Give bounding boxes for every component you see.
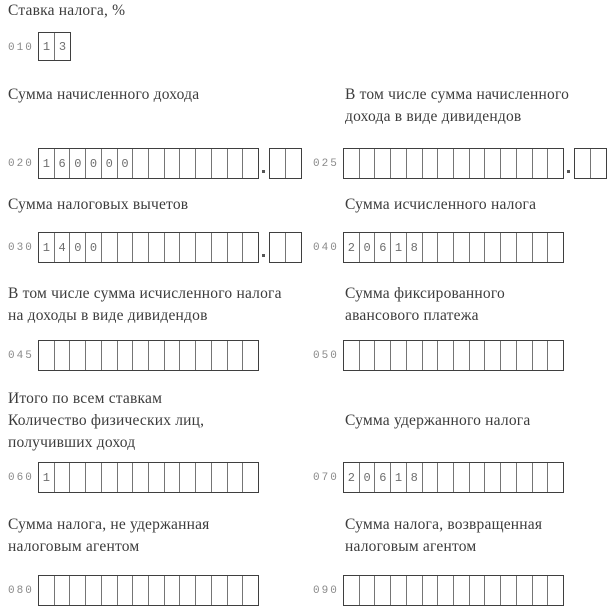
digit-cell[interactable]: 6 xyxy=(375,233,391,262)
field-040-box[interactable] xyxy=(343,232,564,263)
digit-cell[interactable] xyxy=(55,576,71,605)
digit-cell[interactable] xyxy=(360,149,376,178)
digit-cell[interactable] xyxy=(591,149,606,178)
field-code-040: 040 xyxy=(313,242,339,254)
label-calc-tax: Сумма исчисленного налога xyxy=(345,196,537,213)
label-deductions: Сумма налоговых вычетов xyxy=(8,196,189,213)
digit-cell[interactable] xyxy=(165,576,181,605)
digit-cell[interactable] xyxy=(270,149,286,178)
digit-cell[interactable]: 1 xyxy=(39,33,55,60)
digit-cell[interactable]: 0 xyxy=(70,233,86,262)
digit-cell[interactable] xyxy=(149,233,165,262)
digit-cell[interactable] xyxy=(228,463,244,492)
digit-cell[interactable] xyxy=(180,149,196,178)
digit-cell[interactable]: 0 xyxy=(102,149,118,178)
label-total-1: Итого по всем ставкам xyxy=(8,390,163,407)
digit-cell[interactable] xyxy=(533,149,549,178)
digit-cell[interactable] xyxy=(228,576,244,605)
digit-cell[interactable] xyxy=(485,341,501,370)
digit-cell[interactable] xyxy=(517,149,533,178)
digit-cell[interactable]: 0 xyxy=(86,233,102,262)
field-060-box[interactable] xyxy=(38,462,259,493)
field-code-060: 060 xyxy=(8,472,34,484)
digit-cell[interactable] xyxy=(102,233,118,262)
field-code-080: 080 xyxy=(8,585,34,597)
digit-cell[interactable] xyxy=(344,341,360,370)
digit-cell[interactable] xyxy=(149,149,165,178)
digit-cell[interactable]: 6 xyxy=(375,463,391,492)
digit-cell[interactable] xyxy=(180,463,196,492)
digit-cell[interactable] xyxy=(517,341,533,370)
digit-cell[interactable] xyxy=(165,463,181,492)
digit-cell[interactable] xyxy=(360,341,376,370)
digit-cell[interactable] xyxy=(149,463,165,492)
digit-cell[interactable]: 4 xyxy=(55,233,71,262)
digit-cell[interactable] xyxy=(196,233,212,262)
digit-cell[interactable] xyxy=(454,149,470,178)
digit-cell[interactable]: 1 xyxy=(39,149,55,178)
digit-cell[interactable]: 0 xyxy=(360,463,376,492)
field-code-010: 010 xyxy=(8,42,34,54)
digit-cell[interactable] xyxy=(86,576,102,605)
digit-cell[interactable] xyxy=(118,576,134,605)
digit-cell[interactable] xyxy=(70,463,86,492)
digit-cell[interactable]: 0 xyxy=(70,149,86,178)
digit-cell[interactable] xyxy=(548,341,563,370)
digit-cell[interactable] xyxy=(133,149,149,178)
digit-cell[interactable] xyxy=(270,233,286,262)
digit-cell[interactable] xyxy=(423,463,439,492)
digit-cell[interactable] xyxy=(501,463,517,492)
digit-cell[interactable] xyxy=(391,149,407,178)
digit-cell[interactable] xyxy=(344,149,360,178)
digit-cell[interactable] xyxy=(375,576,391,605)
digit-cell[interactable]: 1 xyxy=(391,463,407,492)
digit-cell[interactable]: 0 xyxy=(118,149,134,178)
digit-cell[interactable] xyxy=(454,576,470,605)
digit-cell[interactable] xyxy=(243,576,258,605)
field-045-box[interactable] xyxy=(38,340,259,371)
field-030-kopecks-box[interactable] xyxy=(269,232,302,263)
label-withheld: Сумма удержанного налога xyxy=(345,412,531,429)
digit-cell[interactable] xyxy=(86,341,102,370)
decimal-separator xyxy=(262,170,265,173)
digit-cell[interactable] xyxy=(517,463,533,492)
digit-cell[interactable] xyxy=(454,341,470,370)
digit-cell[interactable] xyxy=(228,341,244,370)
digit-cell[interactable] xyxy=(470,149,486,178)
digit-cell[interactable] xyxy=(165,149,181,178)
digit-cell[interactable] xyxy=(391,341,407,370)
digit-cell[interactable] xyxy=(501,149,517,178)
digit-cell[interactable] xyxy=(470,233,486,262)
label-total-3: получивших доход xyxy=(8,434,136,451)
digit-cell[interactable] xyxy=(286,233,301,262)
digit-cell[interactable] xyxy=(470,463,486,492)
digit-cell[interactable]: 8 xyxy=(407,463,423,492)
digit-cell[interactable] xyxy=(149,576,165,605)
field-020-kopecks-box[interactable] xyxy=(269,148,302,179)
digit-cell[interactable] xyxy=(438,341,454,370)
digit-cell[interactable] xyxy=(533,576,549,605)
digit-cell[interactable] xyxy=(548,233,563,262)
digit-cell[interactable] xyxy=(407,341,423,370)
digit-cell[interactable]: 0 xyxy=(360,233,376,262)
digit-cell[interactable] xyxy=(212,463,228,492)
digit-cell[interactable] xyxy=(39,341,55,370)
digit-cell[interactable] xyxy=(344,576,360,605)
digit-cell[interactable] xyxy=(548,576,563,605)
digit-cell[interactable] xyxy=(548,149,563,178)
digit-cell[interactable] xyxy=(438,149,454,178)
decimal-separator xyxy=(262,254,265,257)
digit-cell[interactable]: 0 xyxy=(86,149,102,178)
digit-cell[interactable]: 2 xyxy=(344,233,360,262)
digit-cell[interactable] xyxy=(165,341,181,370)
digit-cell[interactable] xyxy=(438,233,454,262)
label-returned-2: налоговым агентом xyxy=(345,538,477,555)
field-code-045: 045 xyxy=(8,350,34,362)
digit-cell[interactable] xyxy=(133,233,149,262)
digit-cell[interactable] xyxy=(485,149,501,178)
digit-cell[interactable] xyxy=(501,341,517,370)
field-020-rubles-box[interactable] xyxy=(38,148,259,179)
digit-cell[interactable] xyxy=(180,576,196,605)
label-returned-1: Сумма налога, возвращенная xyxy=(345,516,543,533)
label-not-withheld-2: налоговым агентом xyxy=(8,538,140,555)
digit-cell[interactable] xyxy=(423,576,439,605)
digit-cell[interactable] xyxy=(438,576,454,605)
digit-cell[interactable] xyxy=(86,463,102,492)
digit-cell[interactable] xyxy=(149,341,165,370)
digit-cell[interactable] xyxy=(360,576,376,605)
digit-cell[interactable] xyxy=(180,341,196,370)
field-080-box[interactable] xyxy=(38,575,259,606)
digit-cell[interactable] xyxy=(485,576,501,605)
digit-cell[interactable] xyxy=(485,463,501,492)
digit-cell[interactable]: 3 xyxy=(58,39,67,54)
label-calc-tax-div-1: В том числе сумма исчисленного налога xyxy=(8,285,282,302)
digit-cell[interactable] xyxy=(517,576,533,605)
field-030-rubles-box[interactable] xyxy=(38,232,259,263)
digit-cell[interactable] xyxy=(517,233,533,262)
digit-cell[interactable] xyxy=(286,149,301,178)
digit-cell[interactable] xyxy=(228,149,244,178)
digit-cell[interactable] xyxy=(501,576,517,605)
label-tax-rate: Ставка налога, % xyxy=(8,2,126,19)
digit-cell[interactable]: 8 xyxy=(407,233,423,262)
digit-cell[interactable] xyxy=(423,149,439,178)
digit-cell[interactable] xyxy=(196,149,212,178)
digit-cell[interactable] xyxy=(118,463,134,492)
digit-cell[interactable] xyxy=(470,576,486,605)
digit-cell[interactable] xyxy=(118,233,134,262)
digit-cell[interactable] xyxy=(196,576,212,605)
digit-cell[interactable] xyxy=(391,576,407,605)
digit-cell[interactable] xyxy=(501,233,517,262)
digit-cell[interactable] xyxy=(243,149,258,178)
field-code-090: 090 xyxy=(313,585,339,597)
field-code-070: 070 xyxy=(313,472,339,484)
digit-cell[interactable] xyxy=(575,149,591,178)
digit-cell[interactable] xyxy=(118,341,134,370)
label-fixed-advance-1: Сумма фиксированного xyxy=(345,285,505,302)
digit-cell[interactable] xyxy=(533,463,549,492)
field-code-050: 050 xyxy=(313,350,339,362)
field-050-box[interactable] xyxy=(343,340,564,371)
digit-cell[interactable] xyxy=(423,233,439,262)
field-code-030: 030 xyxy=(8,242,34,254)
digit-cell[interactable] xyxy=(375,341,391,370)
digit-cell[interactable] xyxy=(485,233,501,262)
digit-cell[interactable] xyxy=(548,463,563,492)
digit-cell[interactable] xyxy=(243,463,258,492)
field-025-kopecks-box[interactable] xyxy=(574,148,607,179)
digit-cell[interactable]: 6 xyxy=(55,149,71,178)
digit-cell[interactable] xyxy=(55,341,71,370)
digit-cell[interactable]: 1 xyxy=(391,233,407,262)
digit-cell[interactable] xyxy=(102,576,118,605)
digit-cell[interactable]: 1 xyxy=(39,233,55,262)
digit-cell[interactable] xyxy=(212,149,228,178)
digit-cell[interactable] xyxy=(165,233,181,262)
label-calc-tax-div-2: на доходы в виде дивидендов xyxy=(8,307,208,324)
digit-cell[interactable] xyxy=(39,576,55,605)
field-code-025: 025 xyxy=(313,158,339,170)
digit-cell[interactable] xyxy=(70,341,86,370)
label-income-div-2: дохода в виде дивидендов xyxy=(345,108,522,125)
label-total-2: Количество физических лиц, xyxy=(8,412,205,429)
digit-cell[interactable] xyxy=(133,341,149,370)
digit-cell[interactable] xyxy=(533,341,549,370)
digit-cell[interactable] xyxy=(454,233,470,262)
decimal-separator xyxy=(567,170,570,173)
digit-cell[interactable] xyxy=(133,576,149,605)
digit-cell[interactable] xyxy=(423,341,439,370)
label-fixed-advance-2: авансового платежа xyxy=(345,307,479,324)
digit-cell[interactable] xyxy=(70,576,86,605)
field-code-020: 020 xyxy=(8,158,34,170)
digit-cell[interactable] xyxy=(133,463,149,492)
digit-cell[interactable] xyxy=(438,463,454,492)
field-070-box[interactable] xyxy=(343,462,564,493)
digit-cell[interactable] xyxy=(454,463,470,492)
digit-cell[interactable] xyxy=(102,341,118,370)
digit-cell[interactable]: 2 xyxy=(344,463,360,492)
field-010-box[interactable] xyxy=(38,32,71,61)
digit-cell[interactable] xyxy=(212,233,228,262)
digit-cell[interactable] xyxy=(55,463,71,492)
digit-cell[interactable] xyxy=(102,463,118,492)
digit-cell[interactable] xyxy=(196,341,212,370)
digit-cell[interactable] xyxy=(533,233,549,262)
digit-cell[interactable] xyxy=(228,233,244,262)
digit-cell[interactable]: 1 xyxy=(39,463,55,492)
digit-cell[interactable] xyxy=(407,149,423,178)
digit-cell[interactable] xyxy=(196,463,212,492)
digit-cell[interactable] xyxy=(243,341,258,370)
digit-cell[interactable] xyxy=(212,341,228,370)
digit-cell[interactable] xyxy=(470,341,486,370)
digit-cell[interactable] xyxy=(180,233,196,262)
field-025-rubles-box[interactable] xyxy=(343,148,564,179)
field-090-box[interactable] xyxy=(343,575,564,606)
label-income-div-1: В том числе сумма начисленного xyxy=(345,86,570,103)
digit-cell[interactable] xyxy=(212,576,228,605)
digit-cell[interactable] xyxy=(375,149,391,178)
digit-cell[interactable] xyxy=(243,233,258,262)
label-income: Сумма начисленного дохода xyxy=(8,86,200,103)
digit-cell[interactable] xyxy=(407,576,423,605)
label-not-withheld-1: Сумма налога, не удержанная xyxy=(8,516,210,533)
